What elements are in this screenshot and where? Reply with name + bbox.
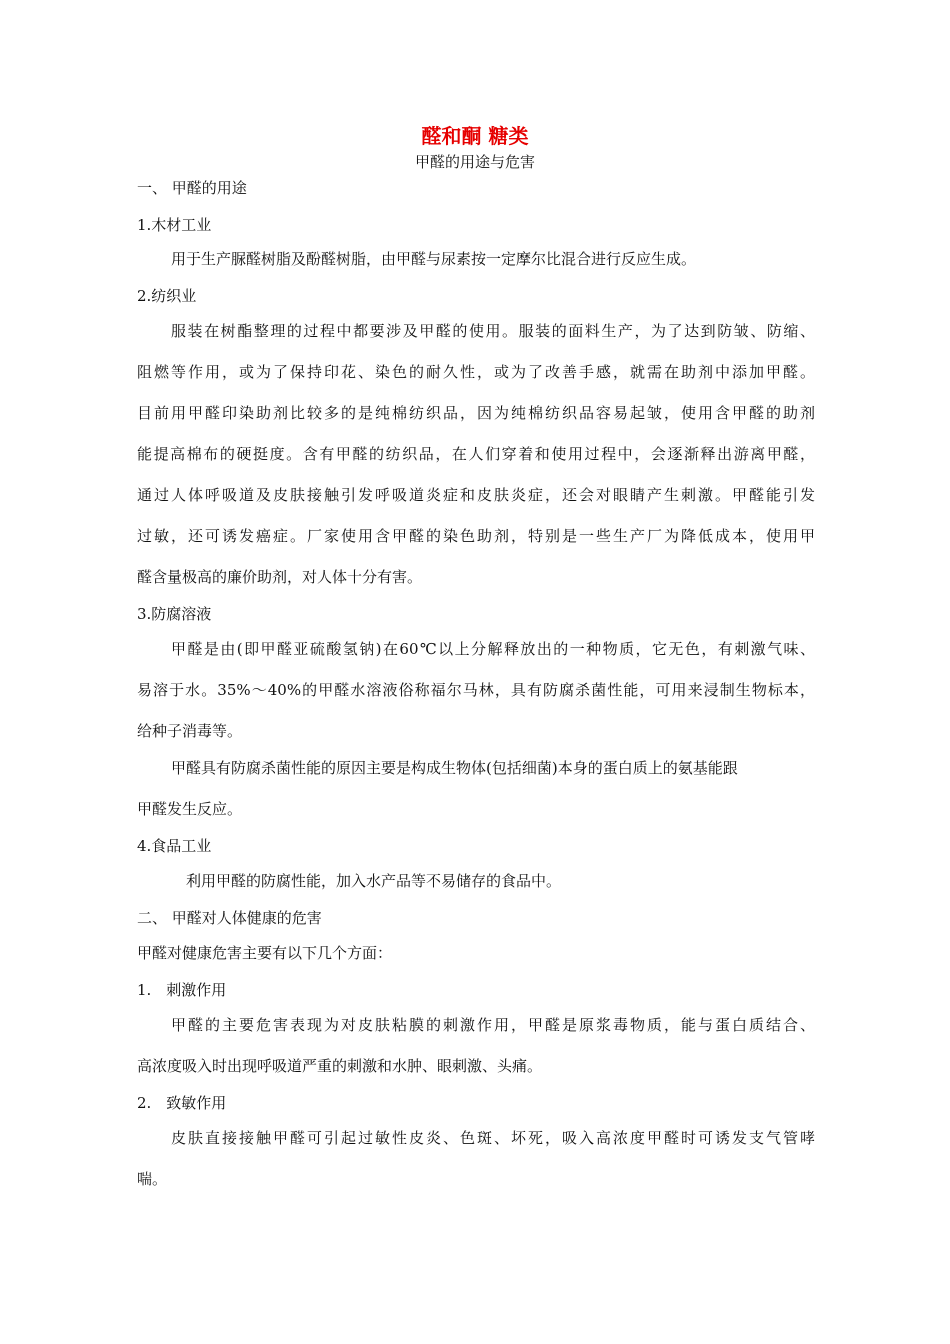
item-2-line: 能提高棉布的硬挺度。含有甲醛的纺织品，在人们穿着和使用过程中，会逐渐释出游离甲醛， <box>137 445 815 463</box>
item-2-heading: 2.纺织业 <box>137 287 197 305</box>
document-title: 醛和酮 糖类 <box>421 124 529 148</box>
item-2-line: 阻燃等作用，或为了保持印花、染色的耐久性，或为了改善手感，就需在助剂中添加甲醛。 <box>137 363 815 381</box>
item-3-para2-line: 甲醛发生反应。 <box>137 800 243 818</box>
hazard-2-line: 皮肤直接接触甲醛可引起过敏性皮炎、色斑、坏死，吸入高浓度甲醛时可诱发支气管哮 <box>171 1129 815 1147</box>
hazard-1-line: 高浓度吸入时出现呼吸道严重的刺激和水肿、眼刺激、头痛。 <box>137 1057 543 1075</box>
section-2-intro: 甲醛对健康危害主要有以下几个方面： <box>137 944 393 962</box>
item-1-heading: 1.木材工业 <box>137 216 212 234</box>
item-1-text: 用于生产脲醛树脂及酚醛树脂，由甲醛与尿素按一定摩尔比混合进行反应生成。 <box>171 250 697 268</box>
item-2-line: 过敏，还可诱发癌症。厂家使用含甲醛的染色助剂，特别是一些生产厂为降低成本，使用甲 <box>137 527 815 545</box>
hazard-2-line: 喘。 <box>137 1170 168 1188</box>
item-4-text: 利用甲醛的防腐性能，加入水产品等不易储存的食品中。 <box>186 872 562 890</box>
hazard-1-line: 甲醛的主要危害表现为对皮肤粘膜的刺激作用，甲醛是原浆毒物质，能与蛋白质结合、 <box>171 1016 815 1034</box>
section-1-heading: 一、 甲醛的用途 <box>137 179 247 197</box>
item-3-line: 给种子消毒等。 <box>137 722 243 740</box>
item-2-line: 服装在树酯整理的过程中都要涉及甲醛的使用。服装的面料生产，为了达到防皱、防缩、 <box>171 322 815 340</box>
item-3-para2-line: 甲醛具有防腐杀菌性能的原因主要是构成生物体(包括细菌)本身的蛋白质上的氨基能跟 <box>171 759 738 777</box>
item-2-line: 目前用甲醛印染助剂比较多的是纯棉纺织品，因为纯棉纺织品容易起皱，使用含甲醛的助剂 <box>137 404 815 422</box>
item-2-line: 醛含量极高的廉价助剂，对人体十分有害。 <box>137 568 423 586</box>
item-3-line: 易溶于水。35%～40%的甲醛水溶液俗称福尔马林，具有防腐杀菌性能，可用来浸制生物标本， <box>137 681 815 699</box>
item-3-line: 甲醛是由(即甲醛亚硫酸氢钠)在60℃以上分解释放出的一种物质，它无色，有刺激气味、 <box>171 640 815 658</box>
hazard-2-heading: 2. 致敏作用 <box>137 1094 227 1112</box>
item-3-heading: 3.防腐溶液 <box>137 605 212 623</box>
hazard-1-heading: 1. 刺激作用 <box>137 981 227 999</box>
document-subtitle: 甲醛的用途与危害 <box>414 153 535 171</box>
section-2-heading: 二、 甲醛对人体健康的危害 <box>137 909 322 927</box>
item-2-line: 通过人体呼吸道及皮肤接触引发呼吸道炎症和皮肤炎症，还会对眼睛产生刺激。甲醛能引发 <box>137 486 815 504</box>
item-4-heading: 4.食品工业 <box>137 837 212 855</box>
